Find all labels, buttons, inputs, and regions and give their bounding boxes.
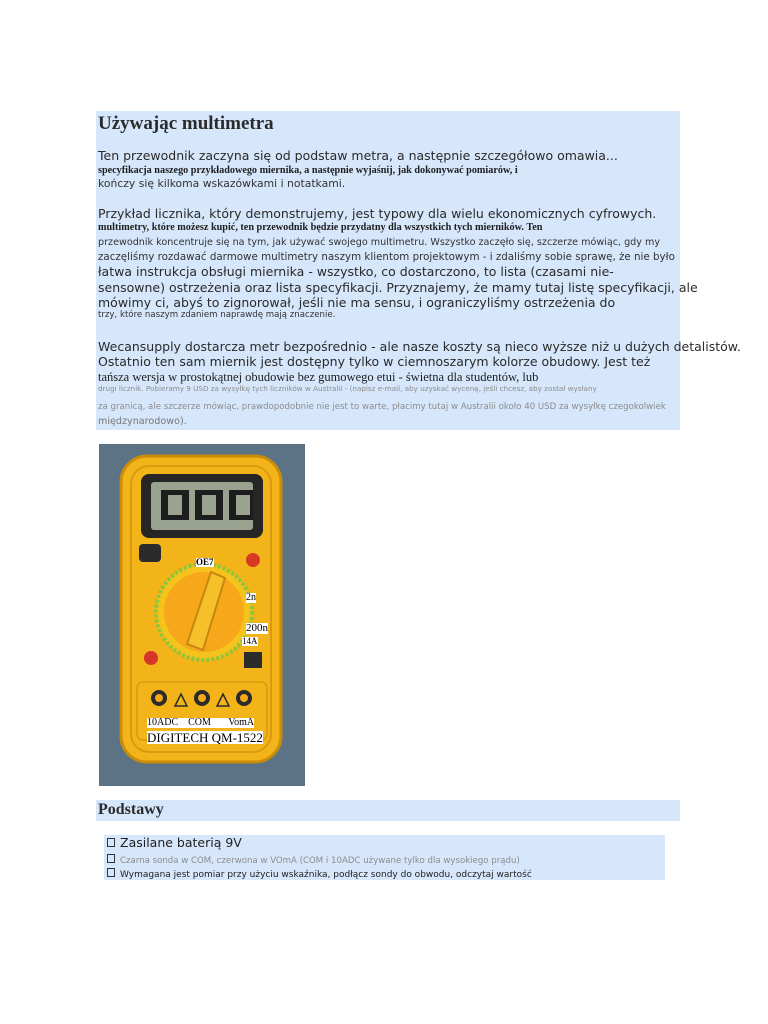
intro-line-9: sensowne) ostrzeżenia oraz lista specyfikacji. Przyznajemy, że mamy tutaj listę specyfikacji, ale [98, 280, 698, 295]
intro-line-11: trzy, które naszym zdaniem naprawdę mają znaczenie. [98, 310, 336, 320]
basics-list [104, 835, 665, 880]
intro-line-1: Ten przewodnik zaczyna się od podstaw metra, a następnie szczegółowo omawia... [98, 148, 618, 163]
basics-title: Podstawy [98, 801, 164, 818]
intro-line-2: specyfikacja naszego przykładowego miernika, a następnie wyjaśnij, jak dokonywać pomiarów, i [98, 165, 518, 176]
intro-line-15: drugi licznik. Pobieramy 9 USD za wysyłkę tych liczników w Australii - (napisz e-mail, aby uzyskać wycenę, jeśli chcesz, aby został wysłany [98, 384, 597, 393]
intro-line-10: mówimy ci, abyś to zignorował, jeśli nie ma sensu, i ograniczyliśmy ostrzeżenia do [98, 295, 616, 310]
intro-line-16: za granicą, ale szczerze mówiąc, prawdopodobnie nie jest to warte, płacimy tutaj w Australii około 40 USD za wysyłkę czegokolwiek [98, 402, 666, 412]
intro-line-5: multimetry, które możesz kupić, ten przewodnik będzie przydatny dla wszystkich tych mierników. Ten [98, 222, 543, 233]
multimeter-photo [99, 444, 305, 786]
meter-ports-label: 10ADC COM VomA [147, 717, 255, 728]
intro-line-7: zaczęliśmy rozdawać darmowe multimetry naszym klientom projektowym - i zdaliśmy sobie sprawę, że nie było [98, 251, 675, 263]
page-title: Używając multimetra [98, 113, 274, 134]
basics-section-header [96, 800, 680, 821]
checkbox-icon [107, 854, 115, 863]
intro-line-4: Przykład licznika, który demonstrujemy, jest typowy dla wielu ekonomicznych cyfrowych. [98, 206, 657, 221]
meter-label-14a: 14A [242, 636, 258, 646]
meter-label-oe: OE7 [196, 557, 214, 567]
list-item: Zasilane baterią 9V [107, 837, 242, 850]
intro-line-13: Ostatnio ten sam miernik jest dostępny tylko w ciemnoszarym kolorze obudowy. Jest też [98, 354, 651, 369]
checkbox-icon [107, 868, 115, 877]
meter-model-label: DIGITECH QM-1522 [147, 730, 263, 745]
list-item: Czarna sonda w COM, czerwona w VOmA (COM i 10ADC używane tylko dla wysokiego prądu) [107, 854, 520, 866]
intro-line-12: Wecansupply dostarcza metr bezpośrednio - ale nasze koszty są nieco wyższe niż u dużych detalistów. [98, 339, 741, 354]
intro-line-8: łatwa instrukcja obsługi miernika - wszystko, co dostarczono, to lista (czasami nie- [98, 264, 614, 279]
meter-label-2n: 2n [246, 592, 256, 603]
intro-line-14: tańsza wersja w prostokątnej obudowie bez gumowego etui - świetna dla studentów, lub [98, 370, 539, 384]
list-item: Wymagana jest pomiar przy użyciu wskaźnika, podłącz sondy do obwodu, odczytaj wartość [107, 868, 532, 880]
checkbox-icon [107, 838, 115, 847]
intro-line-17: międzynarodowo). [98, 416, 187, 427]
intro-line-3: kończy się kilkoma wskazówkami i notatkami. [98, 177, 346, 190]
meter-label-200n: 200n [246, 622, 268, 634]
intro-line-6: przewodnik koncentruje się na tym, jak używać swojego multimetru. Wszystko zaczęło się, szczerze mówiąc, gdy my [98, 237, 661, 248]
